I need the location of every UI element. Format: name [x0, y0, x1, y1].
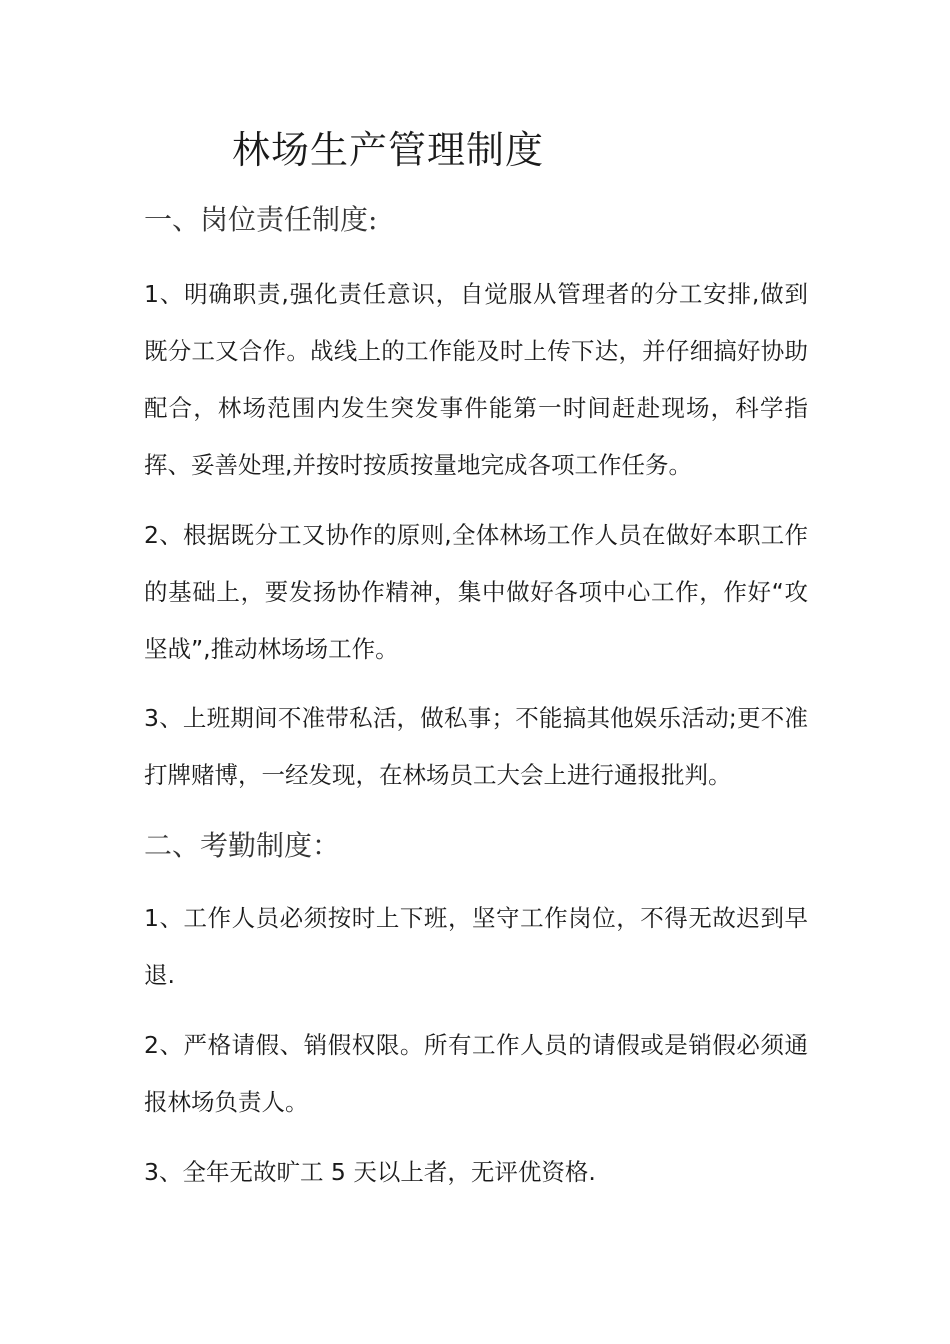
paragraph-responsibility-3: 3、上班期间不准带私活，做私事；不能搞其他娱乐活动;更不准打牌赌博，一经发现，在林场员工大会上进行通报批判。 [144, 704, 808, 789]
paragraph-attendance-3: 3、全年无故旷工 5 天以上者，无评优资格. [144, 1158, 596, 1186]
section-heading-responsibility: 一、岗位责任制度: [144, 203, 378, 236]
section-heading-attendance: 二、考勤制度： [144, 829, 341, 862]
document-title: 林场生产管理制度 [232, 128, 545, 172]
paragraph-attendance-2: 2、严格请假、销假权限。所有工作人员的请假或是销假必须通报林场负责人。 [144, 1031, 808, 1116]
paragraph-attendance-1: 1、工作人员必须按时上下班，坚守工作岗位，不得无故迟到早退. [144, 904, 808, 989]
paragraph-responsibility-1: 1、明确职责,强化责任意识，自觉服从管理者的分工安排,做到既分工又合作。战线上的工作能及时上传下达，并仔细搞好协助配合，林场范围内发生突发事件能第一时间赶赴现场，科学指挥、妥善处理,并按时按质按量地完成各项工作任务。 [144, 280, 808, 479]
paragraph-responsibility-2: 2、根据既分工又协作的原则,全体林场工作人员在做好本职工作的基础上，要发扬协作精神，集中做好各项中心工作，作好“攻坚战”,推动林场场工作。 [144, 521, 808, 663]
